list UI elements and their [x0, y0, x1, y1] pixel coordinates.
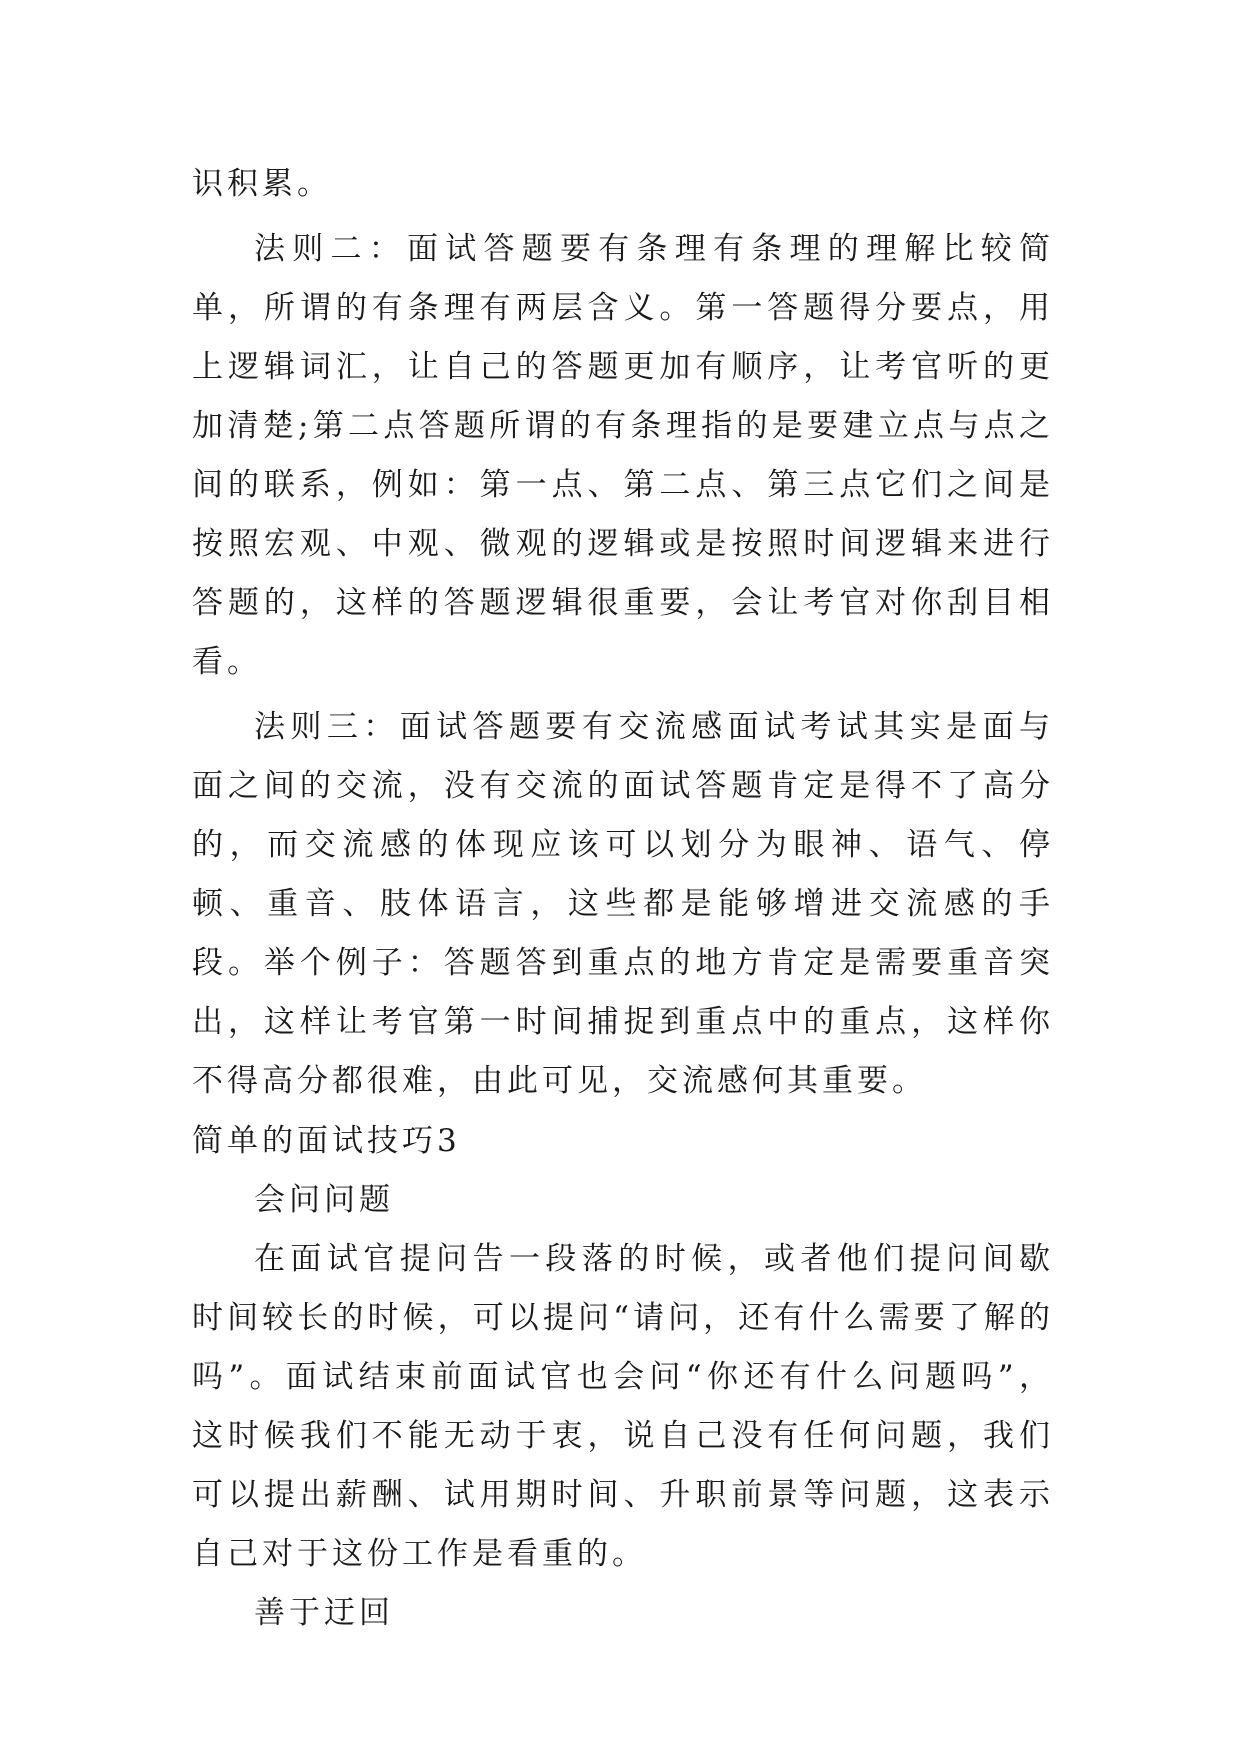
paragraph-continuation: 识积累。 [192, 166, 332, 202]
subheading-ask-questions: 会问问题 [254, 1182, 394, 1218]
subheading-detour: 善于迂回 [254, 1595, 394, 1631]
document-body [192, 155, 1054, 1643]
paragraph-rule-three: 法则三：面试答题要有交流感面试考试其实是面与面之间的交流，没有交流的面试答题肯定是得不了高分的，而交流感的体现应该可以划分为眼神、语气、停顿、重音、肢体语言，这些都是能够增进交流感的手段。举个例子：答题答到重点的地方肯定是需要重音突出，这样让考官第一时间捕捉到重点中的重点，这样你不得高分都很难，由此可见，交流感何其重要。 [192, 709, 1054, 1099]
paragraph-rule-two: 法则二：面试答题要有条理有条理的理解比较简单，所谓的有条理有两层含义。第一答题得分要点，用上逻辑词汇，让自己的答题更加有顺序，让考官听的更加清楚;第二点答题所谓的有条理指的是要建立点与点之间的联系，例如：第一点、第二点、第三点它们之间是按照宏观、中观、微观的逻辑或是按照时间逻辑来进行答题的，这样的答题逻辑很重要，会让考官对你刮目相看。 [192, 231, 1054, 680]
section-heading: 简单的面试技巧3 [192, 1123, 461, 1159]
paragraph-ask-questions: 在面试官提问告一段落的时候，或者他们提问间歇时间较长的时候，可以提问“请问，还有什么需要了解的吗”。面试结束前面试官也会问“你还有什么问题吗”，这时候我们不能无动于衷，说自己没有任何问题，我们可以提出薪酬、试用期时间、升职前景等问题，这表示自己对于这份工作是看重的。 [192, 1241, 1054, 1572]
